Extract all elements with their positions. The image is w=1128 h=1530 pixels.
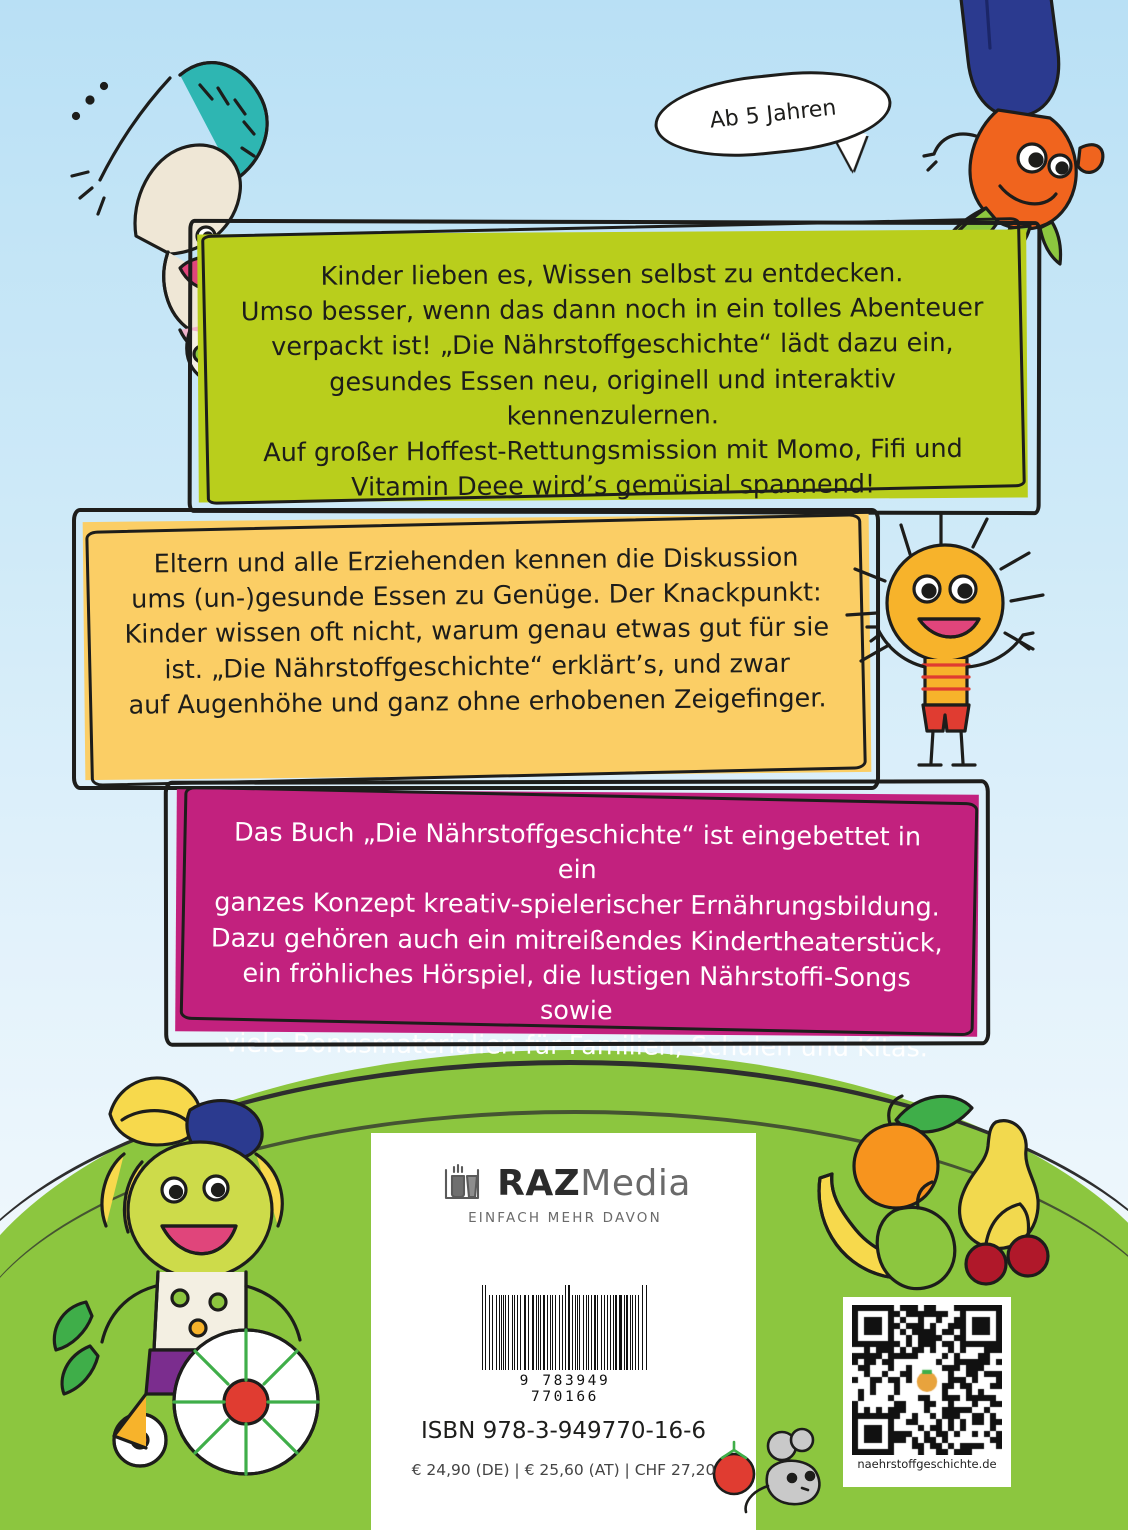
publisher-logo xyxy=(430,1160,700,1226)
barcode xyxy=(482,1285,648,1405)
age-badge-label: Ab 5 Jahren xyxy=(708,94,838,134)
cup-icon xyxy=(439,1160,485,1206)
publisher-tagline: EINFACH MEHR DAVON xyxy=(468,1210,662,1226)
text-block-magenta xyxy=(175,789,979,1064)
text-line: Das Buch „Die Nährstoffgeschichte“ ist eingebettet in ein xyxy=(233,817,922,886)
text-block-green xyxy=(197,229,1028,502)
publisher-logo-row xyxy=(439,1160,691,1206)
fruit-cluster-illustration xyxy=(790,1060,1090,1310)
text-line: viele Bonusmaterialien für Familien, Schulen und Kitas. xyxy=(224,1028,929,1064)
text-line: ganzes Konzept kreativ-spielerischer Ernährungsbildung. xyxy=(214,887,940,923)
wheelchair-character-illustration xyxy=(50,1050,380,1490)
publisher-name-bold: RAZ xyxy=(497,1162,581,1204)
text-line: ist. „Die Nährstoffgeschichte“ erklärt’s, und zwar xyxy=(164,648,791,685)
qr-code-card[interactable] xyxy=(843,1297,1011,1487)
publisher-name-light: Media xyxy=(580,1162,691,1204)
text-line: Kinder lieben es, Wissen selbst zu entdecken. xyxy=(320,258,904,292)
qr-code-caption: naehrstoffgeschichte.de xyxy=(857,1457,997,1471)
text-line: ein fröhliches Hörspiel, die lustigen Nährstoffi-Songs sowie xyxy=(242,958,911,1027)
sun-character-illustration xyxy=(815,515,1075,785)
publisher-name xyxy=(497,1163,691,1204)
text-line: Eltern und alle Erziehenden kennen die Diskussion xyxy=(153,542,799,580)
text-line: Kinder wissen oft nicht, warum genau etwas gut für sie xyxy=(124,612,830,651)
text-line: Umso besser, wenn das dann noch in ein tolles Abenteuer xyxy=(240,292,984,328)
price-text: € 24,90 (DE) | € 25,60 (AT) | CHF 27,20 xyxy=(411,1461,716,1479)
text-line: auf Augenhöhe und ganz ohne erhobenen Zeigefinger. xyxy=(128,683,827,721)
isbn-text: ISBN 978-3-949770-16-6 xyxy=(420,1418,707,1444)
text-line: Auf großer Hoffest-Rettungsmission mit Momo, Fifi und xyxy=(263,433,963,469)
text-line: Dazu gehören auch ein mitreißendes Kindertheaterstück, xyxy=(210,923,943,959)
barcode-number: 9 783949 770166 xyxy=(519,1373,611,1405)
text-line: ums (un-)gesunde Essen zu Genüge. Der Knackpunkt: xyxy=(131,577,822,615)
text-line: gesundes Essen neu, originell und interaktiv kennenzulernen. xyxy=(329,363,897,432)
text-line: verpackt ist! „Die Nährstoffgeschichte“ lädt dazu ein, xyxy=(271,328,954,363)
carrot-character-illustration xyxy=(890,0,1120,260)
text-block-yellow xyxy=(83,514,872,780)
text-line: Vitamin Deee wird’s gemüsial spannend! xyxy=(351,469,876,503)
qr-code-image[interactable] xyxy=(852,1305,1002,1455)
barcode-bars xyxy=(482,1285,648,1370)
